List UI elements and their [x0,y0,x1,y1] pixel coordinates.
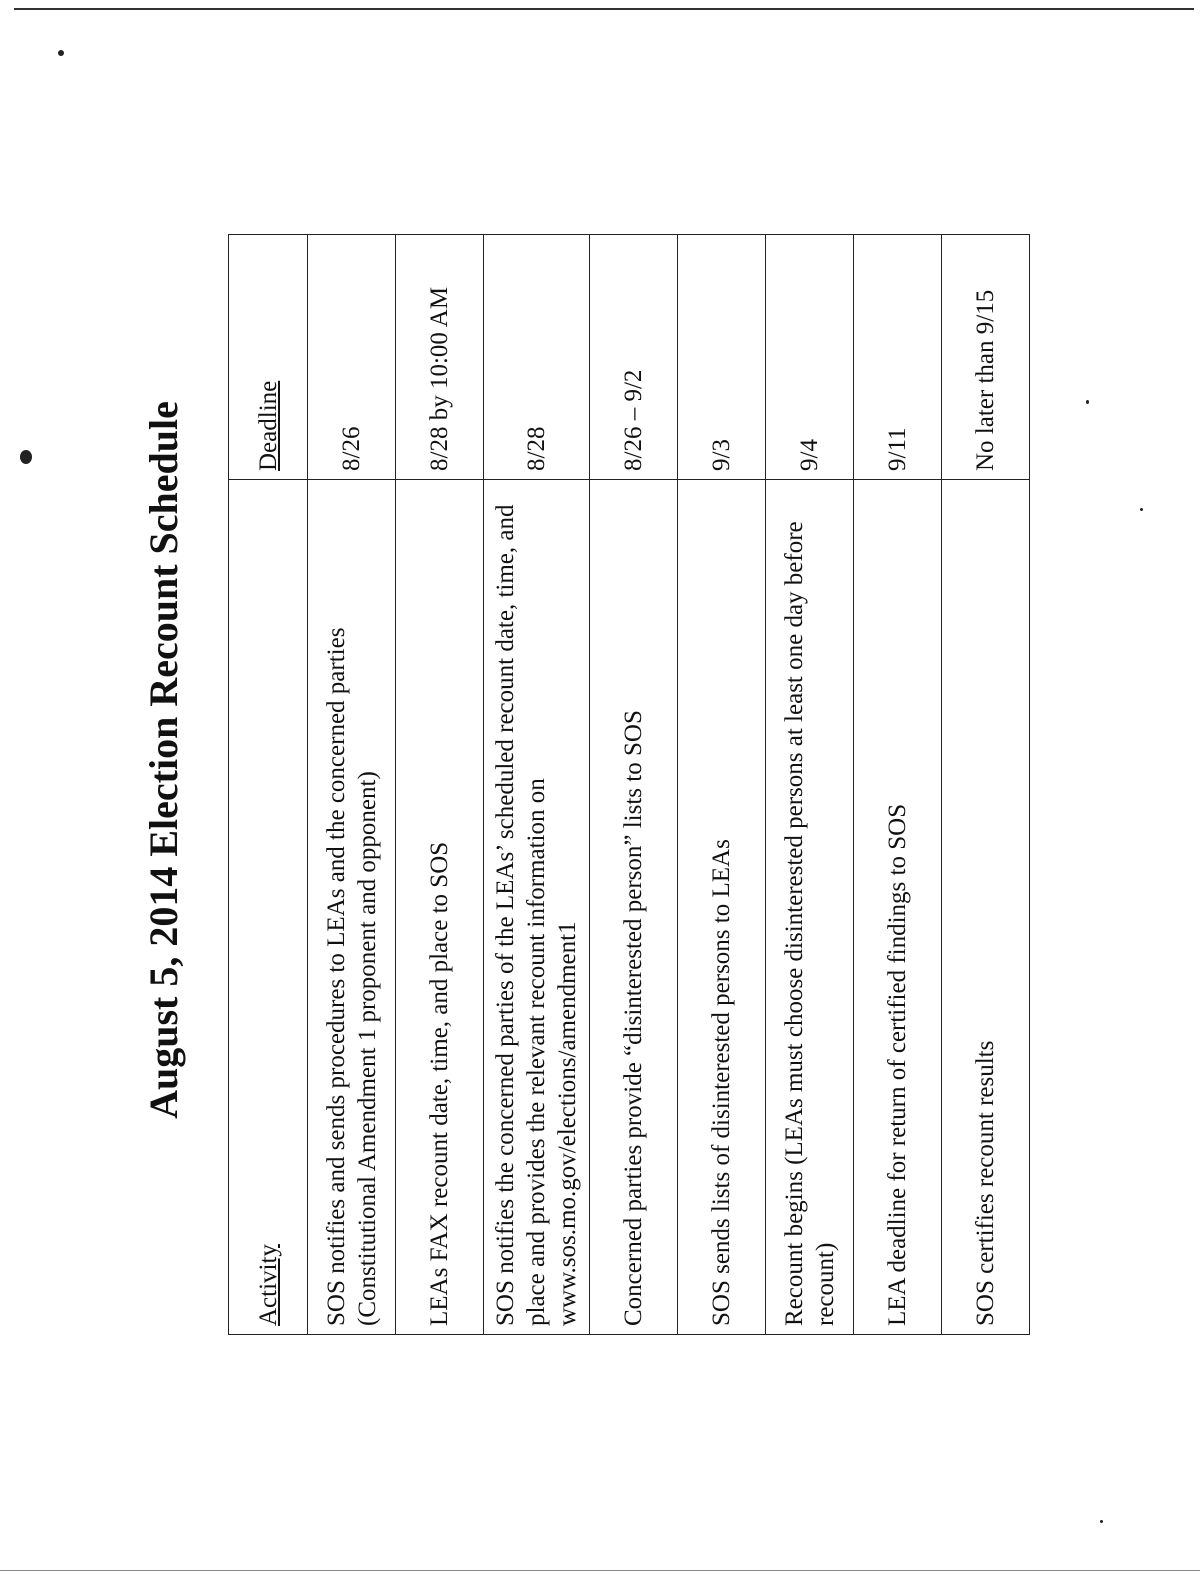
table-row [484,235,590,1335]
deadline-cell: No later than 9/15 [942,235,1030,480]
deadline-cell: 8/28 by 10:00 AM [396,235,484,480]
header-activity: Activity [229,480,308,1335]
deadline-cell: 9/11 [854,235,942,480]
deadline-cell: 8/28 [484,235,590,480]
recount-schedule-table [228,234,1030,1335]
table-row [766,235,854,1335]
activity-cell: SOS sends lists of disinterested persons to LEAs [678,480,766,1335]
activity-cell: SOS notifies and sends procedures to LEAs and the concerned parties (Constitutional Amendment 1 proponent and opponent) [308,480,396,1335]
activity-cell: LEAs FAX recount date, time, and place to SOS [396,480,484,1335]
table-header-row [229,235,308,1335]
table-row [308,235,396,1335]
deadline-cell: 9/3 [678,235,766,480]
header-deadline: Deadline [229,235,308,480]
table-row [942,235,1030,1335]
activity-cell: SOS certifies recount results [942,480,1030,1335]
deadline-cell: 8/26 [308,235,396,480]
table-row [678,235,766,1335]
table-row [396,235,484,1335]
activity-cell: Concerned parties provide “disinterested person” lists to SOS [590,480,678,1335]
deadline-cell: 8/26 – 9/2 [590,235,678,480]
document-title: August 5, 2014 Election Recount Schedule [141,401,186,1119]
table-row [854,235,942,1335]
activity-cell: LEA deadline for return of certified findings to SOS [854,480,942,1335]
table-row [590,235,678,1335]
activity-cell: Recount begins (LEAs must choose disinterested persons at least one day before recount) [766,480,854,1335]
deadline-cell: 9/4 [766,235,854,480]
activity-cell: SOS notifies the concerned parties of the LEAs’ scheduled recount date, time, and place and provides the relevant recount information on www.sos.mo.gov/elections/amendment1 [484,480,590,1335]
